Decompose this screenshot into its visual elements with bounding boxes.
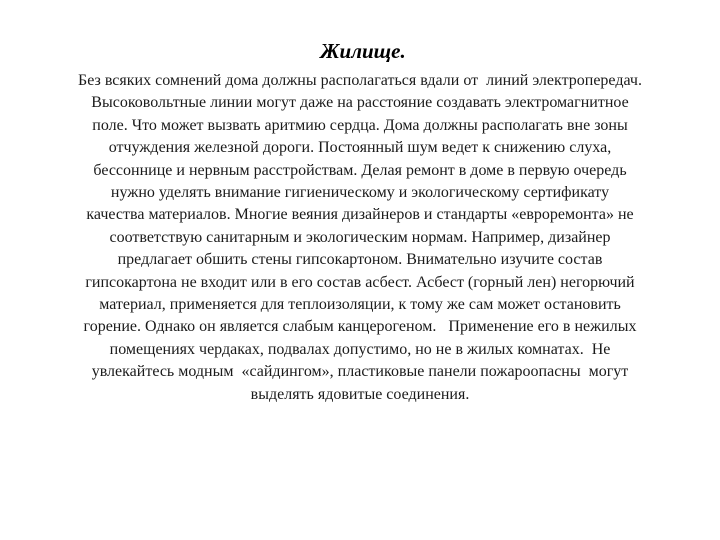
text-line: отчуждения железной дороги. Постоянный шум ведет к снижению слуха, (108, 139, 612, 157)
text-line: нужно уделять внимание гигиеническому и экологическому сертификату (110, 184, 610, 202)
text-line: выделять ядовитые соединения. (250, 385, 470, 403)
text-line: помещениях чердаках, подвалах допустимо, но не в жилых комнатах. Не (109, 340, 611, 358)
text-line: качества материалов. Многие веяния дизайнеров и стандарты «евроремонта» не (86, 206, 634, 224)
text-line: горение. Однако он является слабым канцерогеном. Применение его в нежилых (83, 318, 637, 336)
text-line: предлагает обшить стены гипсокартоном. Внимательно изучите состав (117, 251, 603, 269)
text-line: гипсокартона не входит или в его состав асбест. Асбест (горный лен) негорючий (85, 273, 635, 291)
text-line: материал, применяется для теплоизоляции, к тому же сам может остановить (99, 296, 621, 314)
text-line: соответствую санитарным и экологическим нормам. Например, дизайнер (109, 228, 611, 246)
text-line: Без всяких сомнений дома должны располагаться вдали от линий электропередач. (78, 72, 642, 89)
text-line: бессоннице и нервным расстройствам. Делая ремонт в доме в первую очередь (93, 161, 627, 179)
text-line: увлекайтесь модным «сайдингом», пластиковые панели пожароопасны могут (91, 363, 629, 381)
page-title: Жилище. (320, 39, 406, 63)
text-line: Высоковольтные линии могут даже на расстояние создавать электромагнитное (91, 94, 629, 112)
text-line: поле. Что может вызвать аритмию сердца. Дома должны располагать вне зоны (92, 116, 628, 134)
body-paragraph (30, 70, 690, 406)
